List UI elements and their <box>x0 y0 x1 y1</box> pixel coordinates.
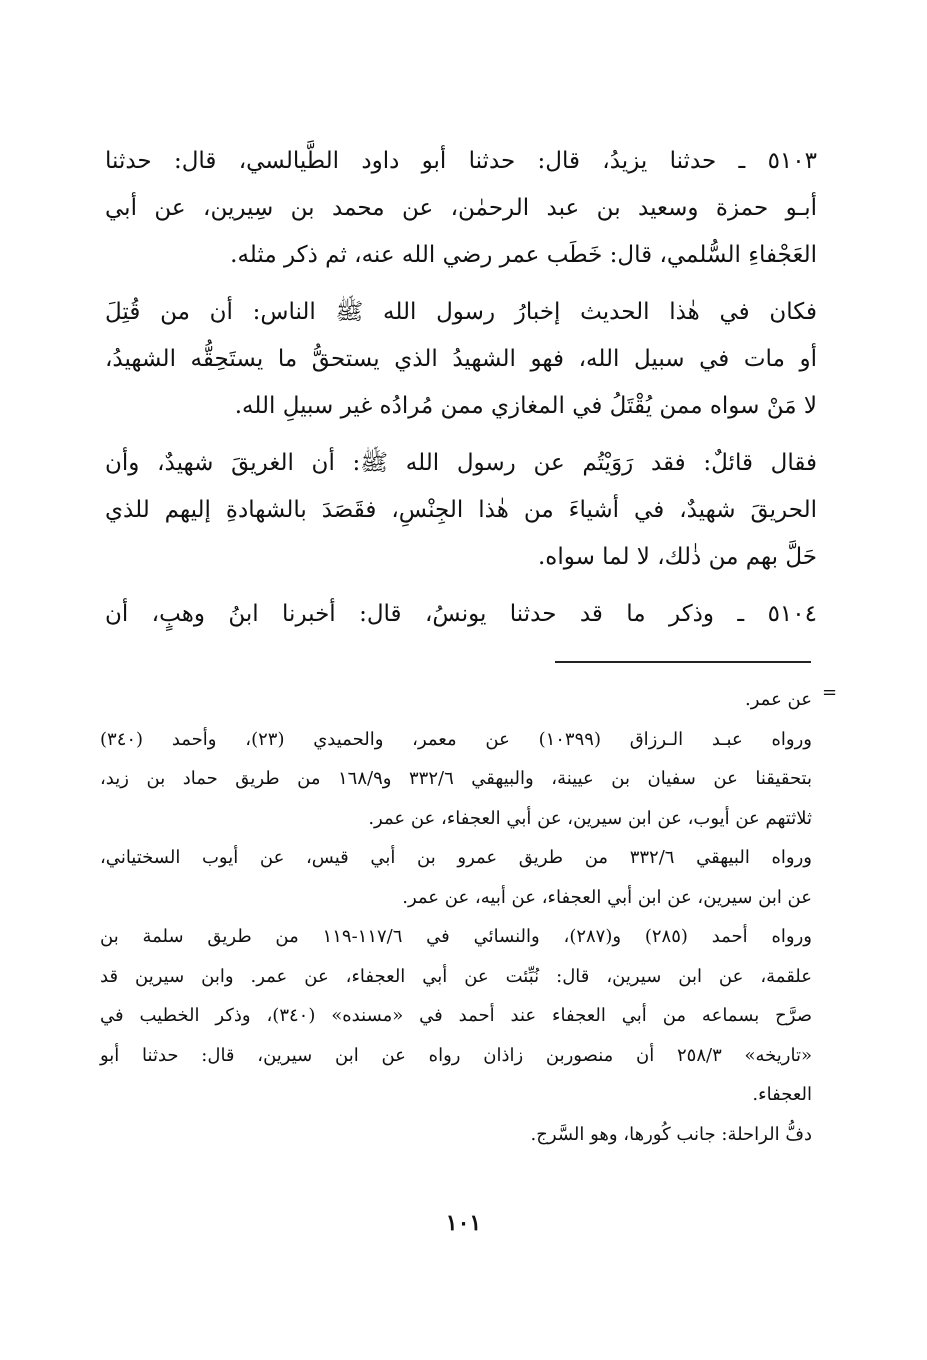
page-number: ١٠١ <box>445 1210 482 1236</box>
text-line: حَلَّ بهم من ذٰلك، لا لما سواه. <box>537 544 817 570</box>
footnote-line: بتحقيقنا عن سفيان بن عيينة، والبيهقي ٣٣٢/٦ و١٦٨/٩ من طريق حماد بن زيد، <box>100 768 812 789</box>
commentary-paragraph-1 <box>105 289 817 430</box>
footnote-line: صرَّح بسماعه من أبي العجفاء عند أحمد في «مسنده» (٣٤٠)، وذكر الخطيب في <box>100 1005 812 1026</box>
text-line: ٥١٠٣ ـ حدثنا يزيدُ، قال: حدثنا أبو داود الطَّيالسي، قال: حدثنا <box>105 148 817 174</box>
text-line: أبـو حمزة وسعيد بن عبد الرحمٰن، عن محمد بن سِيرين، عن أبي <box>105 195 817 221</box>
footnote-line: ثلاثتهم عن أيوب، عن ابن سيرين، عن أبي العجفاء، عن عمر. <box>368 807 812 829</box>
footnote-paragraph-3 <box>100 917 812 1115</box>
text-line: فقال قائلٌ: فقد رَوَيْتُم عن رسول الله ﷺ: أن الغريقَ شهيدٌ، وأن <box>105 450 817 476</box>
text-line: العَجْفاءِ السُّلمي، قال: خَطَب عمر رضي الله عنه، ثم ذكر مثله. <box>230 242 817 268</box>
footnote-line: علقمة، عن ابن سيرين، قال: نُبِّئت عن أبي العجفاء، عن عمر. وابن سيرين قد <box>100 965 812 987</box>
hadith-5104-paragraph <box>105 591 817 638</box>
commentary-paragraph-2 <box>105 440 817 581</box>
footnote-separator <box>555 661 811 663</box>
footnote-line: عن عمر. <box>745 689 812 710</box>
footnote-continuation <box>100 680 812 720</box>
footnote-line: ورواه البيهقي ٣٣٢/٦ من طريق عمرو بن أبي قيس، عن أيوب السختياني، <box>100 847 812 868</box>
text-line: لا مَنْ سواه ممن يُقْتَلُ في المغازي ممن مُرادُه غير سبيلِ الله. <box>234 393 817 419</box>
footnote-line: دفُّ الراحلة: جانب كُورها، وهو السَّرج. <box>530 1123 812 1145</box>
text-line: أو مات في سبيل الله، فهو الشهيدُ الذي يستحقُّ ما يستَحِقُّه الشهيدُ، <box>105 346 817 372</box>
footnote-paragraph-2 <box>100 838 812 917</box>
footnote-paragraph-1 <box>100 720 812 839</box>
main-text <box>105 138 817 648</box>
text-line: فكان في هٰذا الحديث إخبارُ رسول الله ﷺ الناس: أن من قُتِلَ <box>105 299 817 325</box>
text-line: ٥١٠٤ ـ وذكر ما قد حدثنا يونسُ، قال: أخبرنا ابنُ وهبٍ، أن <box>105 601 817 627</box>
hadith-5103-paragraph <box>105 138 817 279</box>
footnote-line: ورواه عبـد الـرزاق (١٠٣٩٩) عن معمر، والحميدي (٢٣)، وأحمد (٣٤٠) <box>100 728 812 750</box>
footnote-paragraph-4 <box>100 1115 812 1155</box>
footnotes <box>100 680 812 1154</box>
footnote-line: عن ابن سيرين، عن ابن أبي العجفاء، عن أبيه، عن عمر. <box>402 886 812 908</box>
footnote-line: العجفاء. <box>752 1084 812 1105</box>
footnote-line: «تاريخه» ٢٥٨/٣ أن منصوربن زاذان رواه عن ابن سيرين، قال: حدثنا أبو <box>100 1044 813 1066</box>
text-line: الحريقَ شهيدٌ، في أشياءَ من هٰذا الجِنْسِ، فقَصَدَ بالشهادةِ إليهم للذي <box>105 497 817 523</box>
footnote-continuation-mark: = <box>822 682 838 703</box>
footnote-line: ورواه أحمد (٢٨٥) و(٢٨٧)، والنسائي في ١١٧/٦-١١٩ من طريق سلمة بن <box>100 926 812 947</box>
